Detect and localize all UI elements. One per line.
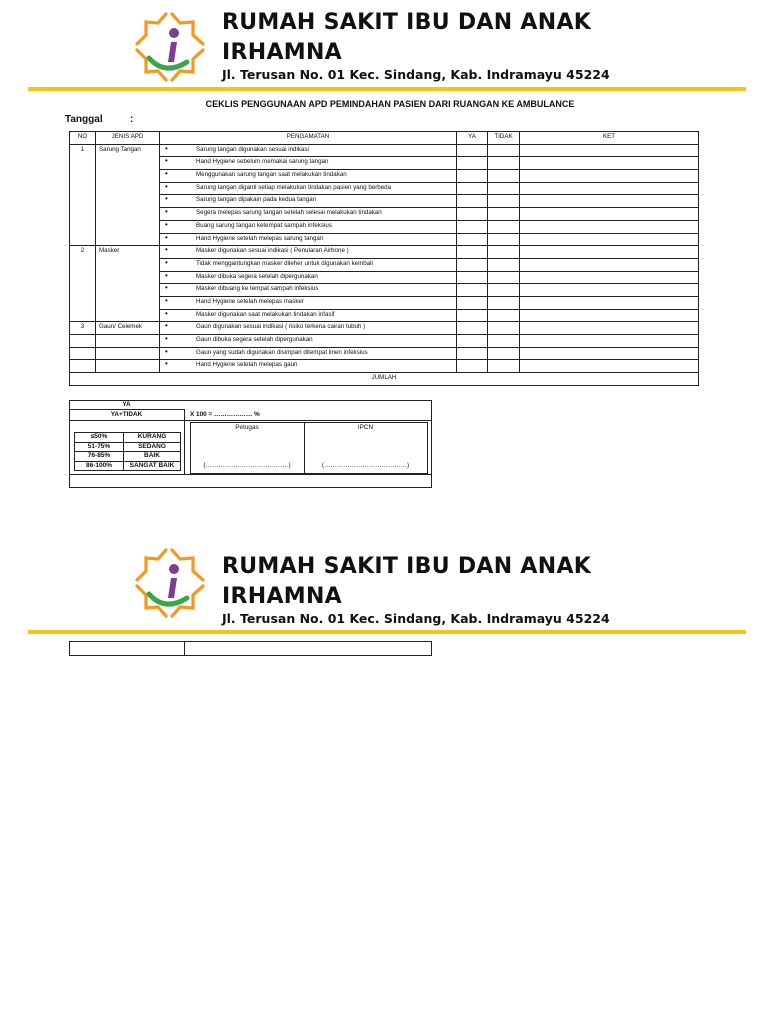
hospital-address: Jl. Terusan No. 01 Kec. Sindang, Kab. Indramayu 45224 [222, 67, 610, 82]
ipcn-signature-line[interactable]: (…………………………………) [321, 462, 410, 469]
observation-item: • Sarung tangan dipakain pada kedua tangan [160, 195, 457, 208]
petugas-signature-line[interactable]: (…………………………………) [203, 462, 291, 469]
ket-cell[interactable] [520, 170, 699, 183]
ket-cell[interactable] [520, 195, 699, 208]
observation-item: • Masker dibuka segera setelah dipergunakan [160, 271, 457, 284]
observation-item: • Gaun yang sudah digunakan disimpan ditempat linen infeksius [160, 347, 457, 360]
hospital-name-line1: RUMAH SAKIT IBU DAN ANAK [222, 10, 592, 35]
table-row [70, 347, 699, 360]
ket-cell[interactable] [520, 157, 699, 170]
row-no: 1 [70, 144, 96, 157]
hospital-address: Jl. Terusan No. 01 Kec. Sindang, Kab. Indramayu 45224 [222, 611, 610, 626]
jumlah-row [70, 373, 699, 386]
observation-item: • Masker digunakan sesuai indikasi ( Penularan Airbone ) [160, 246, 457, 259]
row-apd: Sarung Tangan [96, 144, 160, 157]
table-row [70, 157, 699, 170]
table-row [70, 195, 699, 208]
scale-row [75, 433, 181, 443]
observation-item: • Segera melepas sarung tangan setelah selesai melakukan tindakan [160, 208, 457, 221]
score-formula: X 100 = ……………… % [190, 411, 260, 418]
observation-item: • Masker dibuang ke tempat sampah infeksius [160, 284, 457, 297]
scale-label: KURANG [124, 433, 181, 443]
tidak-cell[interactable] [488, 271, 520, 284]
tidak-cell[interactable] [488, 296, 520, 309]
ya-cell[interactable] [457, 258, 488, 271]
tidak-cell[interactable] [488, 258, 520, 271]
table-row [70, 182, 699, 195]
col-ya: YA [457, 132, 488, 145]
tidak-cell[interactable] [488, 284, 520, 297]
jumlah-label: JUMLAH [70, 373, 699, 386]
tidak-cell[interactable] [488, 347, 520, 360]
score-scale-table [74, 432, 181, 471]
ket-cell[interactable] [520, 258, 699, 271]
ket-cell[interactable] [520, 284, 699, 297]
ket-cell[interactable] [520, 335, 699, 348]
table-row [70, 271, 699, 284]
scale-label: BAIK [124, 452, 181, 462]
row-apd: Gaun/ Celemek [96, 322, 160, 335]
ya-cell[interactable] [457, 322, 488, 335]
ket-cell[interactable] [520, 220, 699, 233]
ya-cell[interactable] [457, 335, 488, 348]
irhamna-logo-icon [135, 10, 209, 84]
ya-cell[interactable] [457, 220, 488, 233]
ya-cell[interactable] [457, 284, 488, 297]
tidak-cell[interactable] [488, 246, 520, 259]
hospital-name-line1: RUMAH SAKIT IBU DAN ANAK [222, 554, 592, 579]
col-ket: KET [520, 132, 699, 145]
header-divider [28, 630, 746, 634]
col-tidak: TIDAK [488, 132, 520, 145]
table-row [70, 360, 699, 373]
score-denominator: YA+TIDAK [110, 411, 143, 418]
ket-cell[interactable] [520, 246, 699, 259]
header-divider [28, 87, 746, 91]
ya-cell[interactable] [457, 182, 488, 195]
ket-cell[interactable] [520, 182, 699, 195]
observation-item: • Hand Hygiene setelah melepas sarung tangan [160, 233, 457, 246]
ya-cell[interactable] [457, 296, 488, 309]
row-no: 3 [70, 322, 96, 335]
tidak-cell[interactable] [488, 182, 520, 195]
irhamna-logo-icon [135, 546, 209, 620]
row-apd: Masker [96, 246, 160, 259]
tidak-cell[interactable] [488, 322, 520, 335]
form-title: CEKLIS PENGGUNAAN APD PEMINDAHAN PASIEN DARI RUANGAN KE AMBULANCE [205, 99, 575, 109]
tidak-cell[interactable] [488, 233, 520, 246]
col-jenis-apd: JENIS APD [96, 132, 160, 145]
table-row [70, 284, 699, 297]
table-row [70, 220, 699, 233]
tidak-cell[interactable] [488, 309, 520, 322]
table-row [70, 246, 699, 259]
scale-label: SANGAT BAIK [124, 461, 181, 471]
tidak-cell[interactable] [488, 195, 520, 208]
col-pengamatan: PENGAMATAN [160, 132, 457, 145]
ya-cell[interactable] [457, 144, 488, 157]
tidak-cell[interactable] [488, 220, 520, 233]
tidak-cell[interactable] [488, 157, 520, 170]
page2-table-stub [69, 641, 432, 656]
score-numerator: YA [122, 401, 131, 408]
ket-cell[interactable] [520, 144, 699, 157]
observation-item: • Gaun digunakan sesuai indikasi ( risiko terkena cairan tubuh ) [160, 322, 457, 335]
observation-item: • Sarung tangan digunakan sesuai indikasi [160, 144, 457, 157]
hospital-logo [135, 10, 209, 84]
ket-cell[interactable] [520, 208, 699, 221]
observation-item: • Hand Hygiene setelah melepas gaun [160, 360, 457, 373]
ket-cell[interactable] [520, 296, 699, 309]
ket-cell[interactable] [520, 271, 699, 284]
tanggal-colon: : [130, 114, 134, 125]
observation-item: • Gaun dibuka segera setelah dipergunakan [160, 335, 457, 348]
hospital-logo [135, 546, 209, 620]
observation-item: • Buang sarung tangan ketempat sampah infeksius [160, 220, 457, 233]
scale-row [75, 461, 181, 471]
table-row [70, 309, 699, 322]
ket-cell[interactable] [520, 360, 699, 373]
petugas-label: Petugas [235, 424, 259, 431]
observation-item: • Hand Hygiene setelah melepas masker [160, 296, 457, 309]
table-header [70, 132, 699, 145]
checklist-table [69, 131, 699, 386]
tidak-cell[interactable] [488, 208, 520, 221]
table-row [70, 296, 699, 309]
tidak-cell[interactable] [488, 335, 520, 348]
hospital-name-line2: IRHAMNA [222, 584, 342, 609]
tidak-cell[interactable] [488, 144, 520, 157]
ket-cell[interactable] [520, 233, 699, 246]
ya-cell[interactable] [457, 233, 488, 246]
table-row [70, 144, 699, 157]
table-row [70, 322, 699, 335]
scale-range: 51-75% [75, 442, 124, 452]
ya-cell[interactable] [457, 271, 488, 284]
scale-range: 86-100% [75, 461, 124, 471]
ipcn-label: IPCN [357, 424, 374, 431]
scale-row [75, 442, 181, 452]
ya-cell[interactable] [457, 208, 488, 221]
observation-item: • Menggunakan sarung tangan saat melakukan tindakan [160, 170, 457, 183]
ket-cell[interactable] [520, 322, 699, 335]
table-row [70, 258, 699, 271]
ket-cell[interactable] [520, 347, 699, 360]
ya-cell[interactable] [457, 195, 488, 208]
table-row [70, 208, 699, 221]
ya-cell[interactable] [457, 170, 488, 183]
tidak-cell[interactable] [488, 360, 520, 373]
row-no: 2 [70, 246, 96, 259]
ya-cell[interactable] [457, 360, 488, 373]
table-row [70, 335, 699, 348]
hospital-name-line2: IRHAMNA [222, 40, 342, 65]
observation-item: • Hand Hygiene sebelum memakai sarung tangan [160, 157, 457, 170]
tanggal-label: Tanggal [65, 114, 103, 125]
ket-cell[interactable] [520, 309, 699, 322]
scale-row [75, 452, 181, 462]
ya-cell[interactable] [457, 347, 488, 360]
table-row [70, 233, 699, 246]
scale-range: ≤50% [75, 433, 124, 443]
observation-item: • Masker digunakan saat melakukan tindakan infasif [160, 309, 457, 322]
scale-label: SEDANG [124, 442, 181, 452]
ya-cell[interactable] [457, 246, 488, 259]
ya-cell[interactable] [457, 157, 488, 170]
col-no: NO [70, 132, 96, 145]
table-row [70, 170, 699, 183]
tidak-cell[interactable] [488, 170, 520, 183]
observation-item: • Sarung tangan diganti setiap melakukan tindakan pasien yang berbeda [160, 182, 457, 195]
scale-range: 76-85% [75, 452, 124, 462]
ya-cell[interactable] [457, 309, 488, 322]
observation-item: • Tidak menggantungkan masker dileher untuk digunakan kembali [160, 258, 457, 271]
